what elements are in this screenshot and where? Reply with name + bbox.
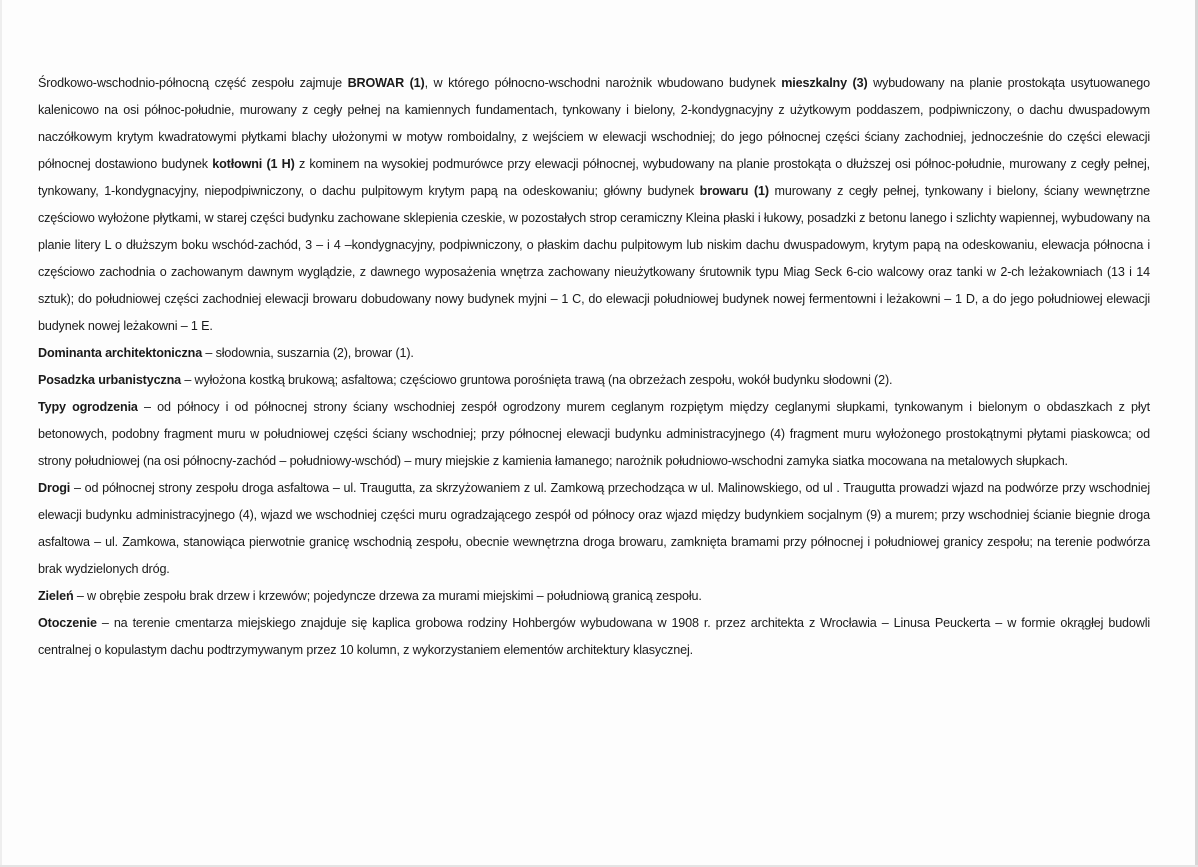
paragraph-text: – od północnej strony zespołu droga asfaltowa – ul. Traugutta, za skrzyżowaniem z ul. Zamkową przechodząca w ul. Malinowskiego, od ul . Traugutta prowadzi wjazd na podwórze przy wschodniej elewacji budynku administracyjnego (4), wjazd we wschodniej części muru ogradzającego zespół od północy oraz wjazd między budynkiem socjalnym (9) a murem; przy wschodniej ścianie biegnie droga asfaltowa – ul. Zamkowa, stanowiąca pierwotnie granicę wschodnią zespołu, obecnie wewnętrzna droga browaru, zamknięta bramami przy północnej i południowej granicy zespołu; na terenie podwórza brak wydzielonych dróg.	[38, 481, 1150, 576]
paragraph-text: – na terenie cmentarza miejskiego znajduje się kaplica grobowa rodziny Hohbergów wybudowana w 1908 r. przez architekta z Wrocławia – Linusa Peuckerta – w formie okrągłej budowli centralnej o kopulastym dachu podtrzymywanym przez 10 kolumn, z wykorzystaniem elementów architektury klasycznej.	[38, 616, 1150, 657]
paragraph-posadzka	[38, 367, 1150, 394]
bold-term-mieszkalny: mieszkalny (3)	[781, 76, 868, 90]
section-label: Dominanta architektoniczna	[38, 346, 203, 360]
paragraph-browar-description	[38, 70, 1150, 340]
bold-term-kotlowni: kotłowni (1 H)	[212, 157, 295, 171]
page-edge-left	[0, 0, 2, 867]
paragraph-typy-ogrodzenia	[38, 394, 1150, 475]
paragraph-text: wybudowany na planie prostokąta usytuowanego kalenicowo na osi północ-południe, murowany z cegły pełnej na kamiennych fundamentach, tynkowany i bielony, 2-kondygnacyjny z użytkowym poddaszem, podpiwniczony, o dachu dwuspadowym naczółkowym krytym kwadratowymi płytkami blachy ułożonymi w motyw romboidalny, z wejściem w elewacji wschodniej; do jego północnej części ściany zachodniej, jednocześnie do części elewacji północnej dostawiono budynek	[38, 76, 1151, 171]
paragraph-text: Środkowo-wschodnio-północną część zespołu zajmuje	[38, 76, 348, 90]
paragraph-text: , w którego północno-wschodni narożnik wbudowano budynek	[424, 76, 782, 90]
paragraph-text: – słodownia, suszarnia (2), browar (1).	[202, 346, 414, 360]
paragraph-text: z kominem na wysokiej podmurówce przy elewacji północnej, wybudowany na planie prostokąta o dłuższej osi północ-południe, murowany z cegły pełnej, tynkowany, 1-kondygnacyjny, niepodpiwniczony, o dachu pulpitowym krytym papą na odeskowaniu; główny budynek	[38, 157, 1150, 198]
paragraph-zielen	[38, 583, 1150, 610]
paragraph-drogi	[38, 475, 1150, 583]
section-label: Drogi	[38, 481, 71, 495]
section-label: Posadzka urbanistyczna	[38, 373, 181, 387]
section-label: Otoczenie	[38, 616, 97, 630]
bold-term-browaru: browaru (1)	[699, 184, 769, 198]
section-label: Zieleń	[38, 589, 74, 603]
paragraph-text: – od północy i od północnej strony ściany wschodniej zespół ogrodzony murem ceglanym rozpiętym między ceglanymi słupkami, tynkowanym i bielonym o obdaszkach z płyt betonowych, podobny fragment muru w południowej części ściany wschodniej; przy północnej elewacji budynku administracyjnego (4) fragment muru wyłożonego prostokątnymi płytami piaskowca; od strony południowej (na osi północny-zachód – południowy-wschód) – mury miejskie z kamienia łamanego; narożnik południowo-wschodni zamyka siatka mocowana na metalowych słupkach.	[38, 400, 1150, 468]
paragraph-dominanta	[38, 340, 1150, 367]
bold-term-browar: BROWAR (1)	[347, 76, 425, 90]
paragraph-text: – w obrębie zespołu brak drzew i krzewów; pojedyncze drzewa za murami miejskimi – południową granicą zespołu.	[73, 589, 702, 603]
section-label: Typy ogrodzenia	[38, 400, 138, 414]
paragraph-text: murowany z cegły pełnej, tynkowany i bielony, ściany wewnętrzne częściowo wyłożone płytkami, w starej części budynku zachowane sklepienia czeskie, w pozostałych strop ceramiczny Kleina płaski i łukowy, posadzki z betonu lanego i szlichty wapiennej, wybudowany na planie litery L o dłuższym boku wschód-zachód, 3 – i 4 –kondygnacyjny, podpiwniczony, o płaskim dachu pulpitowym lub niskim dachu dwuspadowym, krytym papą na odeskowaniu, elewacja północna i częściowo zachodnia o zachowanym dawnym wyglądzie, z dawnego wyposażenia wnętrza zachowany nieużytkowany śrutownik typu Miag Seck 6-cio walcowy oraz tanki w 2-ch leżakowniach (13 i 14 sztuk); do południowej części zachodniej elewacji browaru dobudowany nowy budynek myjni – 1 C, do elewacji południowej budynek nowej fermentowni i leżakowni – 1 D, a do jego południowej elewacji budynek nowej leżakowni – 1 E.	[38, 184, 1150, 333]
paragraph-otoczenie	[38, 610, 1150, 664]
paragraph-text: – wyłożona kostką brukową; asfaltowa; częściowo gruntowa porośnięta trawą (na obrzeżach zespołu, wokół budynku słodowni (2).	[180, 373, 893, 387]
document-body	[38, 70, 1150, 664]
